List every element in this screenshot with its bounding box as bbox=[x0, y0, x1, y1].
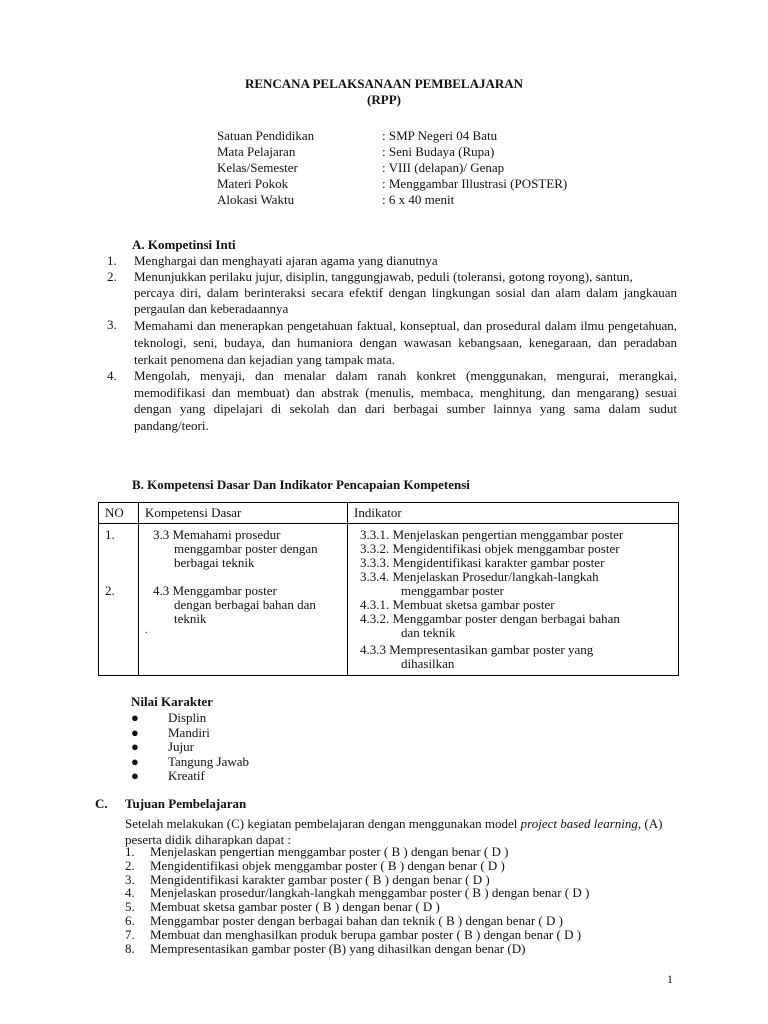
list-item bbox=[131, 754, 249, 769]
indikator-text: 3.3.1. Menjelaskan pengertian menggambar poster bbox=[360, 527, 624, 542]
row-number: 2. bbox=[105, 583, 115, 598]
kd-cell bbox=[139, 524, 348, 676]
indikator-text: 4.3.3 Mempresentasikan gambar poster yang bbox=[360, 642, 594, 657]
bullet-icon: ● bbox=[131, 710, 139, 725]
list-item bbox=[125, 942, 685, 956]
section-a-heading: A. Kompetinsi Inti bbox=[132, 237, 236, 252]
item-text: Mempresentasikan gambar poster (B) yang dihasilkan dengan benar (D) bbox=[150, 940, 526, 956]
nilai-item: Jujur bbox=[168, 739, 194, 754]
ki-number: 2. bbox=[107, 269, 117, 284]
ki-text: Menunjukkan perilaku jujur, disiplin, tanggungjawab, peduli (toleransi, gotong royong), santun, bbox=[134, 269, 633, 284]
table-row bbox=[99, 524, 679, 676]
list-item bbox=[131, 739, 249, 754]
item-text: Menggambar poster dengan berbagai bahan dan teknik ( B ) dengan benar ( D ) bbox=[150, 912, 563, 928]
item-number: 1. bbox=[125, 844, 135, 859]
item-number: 8. bbox=[125, 940, 135, 956]
kd-text: menggambar poster dengan bbox=[174, 541, 318, 556]
bullet-icon: ● bbox=[131, 739, 139, 754]
ki-number: 4. bbox=[107, 368, 117, 383]
kompetensi-inti-list bbox=[107, 253, 677, 434]
identity-row bbox=[217, 128, 567, 144]
ki-number: 1. bbox=[107, 253, 117, 268]
item-number: 7. bbox=[125, 926, 135, 942]
nilai-item: Displin bbox=[168, 710, 207, 725]
list-item bbox=[131, 710, 249, 725]
section-b-heading: B. Kompetensi Dasar Dan Indikator Pencapaian Kompetensi bbox=[132, 477, 470, 492]
indikator-text: 4.3.2. Menggambar poster dengan berbagai bahan bbox=[360, 611, 620, 626]
section-c-letter: C. bbox=[95, 796, 108, 811]
section-c-heading: Tujuan Pembelajaran bbox=[125, 796, 247, 811]
column-header-indikator: Indikator bbox=[348, 503, 679, 524]
ki-text-continued: percaya diri, dalam berinteraksi secara efektif dengan lingkungan sosial dan alam dalam jangkauan pergaulan dan keberadaannya bbox=[134, 285, 677, 316]
item-number: 3. bbox=[125, 871, 135, 887]
nilai-karakter bbox=[131, 694, 249, 783]
item-text: Menjelaskan prosedur/langkah-langkah menggambar poster ( B ) dengan benar ( D ) bbox=[150, 885, 590, 901]
kd-text: dengan berbagai bahan dan bbox=[174, 597, 316, 612]
list-item bbox=[125, 859, 685, 873]
item-text: Membuat dan menghasilkan produk berupa gambar poster ( B ) dengan benar ( D ) bbox=[150, 926, 582, 942]
identity-value: : SMP Negeri 04 Batu bbox=[382, 128, 498, 143]
list-item bbox=[125, 928, 685, 942]
identity-value: : VIII (delapan)/ Genap bbox=[382, 160, 505, 175]
identity-key: Alokasi Waktu bbox=[217, 192, 295, 207]
ki-number: 3. bbox=[107, 317, 117, 332]
column-header-kd: Kompetensi Dasar bbox=[139, 503, 348, 524]
ki-item bbox=[107, 368, 677, 434]
bullet-icon: ● bbox=[131, 768, 139, 783]
identity-value: : Menggambar Illustrasi (POSTER) bbox=[382, 176, 568, 191]
item-text: Membuat sketsa gambar poster ( B ) dengan benar ( D ) bbox=[150, 899, 440, 915]
identity-row bbox=[217, 192, 567, 208]
indikator-cell bbox=[348, 524, 679, 676]
bullet-icon: ● bbox=[131, 753, 139, 769]
ki-item bbox=[107, 317, 677, 368]
bullet-icon: ● bbox=[131, 724, 139, 740]
ki-item bbox=[107, 269, 677, 285]
list-item bbox=[131, 768, 249, 783]
kd-text: 4.3 Menggambar poster bbox=[153, 583, 277, 598]
item-text: Menjelaskan pengertian menggambar poster ( B ) dengan benar ( D ) bbox=[150, 844, 509, 859]
indikator-text: dihasilkan bbox=[401, 656, 455, 671]
indikator-text: 3.3.4. Menjelaskan Prosedur/langkah-langkah bbox=[360, 569, 599, 584]
identity-key: Mata Pelajaran bbox=[217, 144, 296, 159]
identity-row bbox=[217, 160, 567, 176]
nilai-label: Nilai Karakter bbox=[131, 694, 213, 709]
identity-row bbox=[217, 176, 567, 192]
indikator-text: 3.3.3. Mengidentifikasi karakter gambar poster bbox=[360, 555, 605, 570]
item-number: 2. bbox=[125, 857, 135, 873]
identity-key: Kelas/Semester bbox=[217, 160, 298, 175]
list-item bbox=[125, 873, 685, 887]
intro-emphasis: project based learning, bbox=[520, 816, 642, 831]
indikator-text: 4.3.1. Membuat sketsa gambar poster bbox=[360, 597, 555, 612]
tujuan-list bbox=[125, 845, 685, 955]
list-item bbox=[125, 900, 685, 914]
indikator-text: menggambar poster bbox=[401, 583, 504, 598]
item-text: Mengidentifikasi karakter gambar poster ( B ) dengan benar ( D ) bbox=[150, 871, 490, 887]
document-subtitle: (RPP) bbox=[367, 92, 401, 107]
identity-block bbox=[217, 128, 567, 208]
item-number: 6. bbox=[125, 912, 135, 928]
kd-text: berbagai teknik bbox=[174, 555, 255, 570]
item-text: Mengidentifikasi objek menggambar poster ( B ) dengan benar ( D ) bbox=[150, 857, 505, 873]
nilai-item: Tangung Jawab bbox=[168, 753, 250, 769]
intro-text: (A) peserta didik diharapkan dapat : bbox=[125, 816, 663, 847]
indikator-text: dan teknik bbox=[401, 625, 456, 640]
no-cell bbox=[99, 524, 139, 676]
kd-text: 3.3 Memahami prosedur bbox=[153, 527, 281, 542]
intro-text: Setelah melakukan (C) kegiatan pembelajaran dengan menggunakan model bbox=[125, 816, 521, 831]
list-item bbox=[125, 914, 685, 928]
table-header-row bbox=[99, 503, 679, 524]
column-header-no: NO bbox=[99, 503, 139, 524]
row-number: 1. bbox=[105, 527, 115, 542]
ki-text: Mengolah, menyaji, dan menalar dalam ranah konkret (menggunakan, mengurai, merangkai, memodifikasi dan membuat) dan abstrak (menulis, membaca, menghitung, dan mengarang) sesuai dengan yang dipelajari di sekolah dan dari berbagai sumber lainnya yang sama dalam sudut pandang/teori. bbox=[134, 368, 677, 433]
identity-value: : Seni Budaya (Rupa) bbox=[382, 144, 495, 159]
item-number: 4. bbox=[125, 885, 135, 901]
page-number: 1 bbox=[667, 972, 673, 986]
identity-key: Satuan Pendidikan bbox=[217, 128, 315, 143]
ki-item bbox=[107, 253, 677, 269]
list-item bbox=[125, 845, 685, 859]
list-item bbox=[125, 886, 685, 900]
list-item bbox=[131, 725, 249, 740]
identity-value: : 6 x 40 menit bbox=[382, 192, 455, 207]
nilai-item: Mandiri bbox=[168, 724, 210, 740]
ki-text: Menghargai dan menghayati ajaran agama yang dianutnya bbox=[134, 253, 438, 268]
nilai-item: Kreatif bbox=[168, 768, 205, 783]
item-number: 5. bbox=[125, 899, 135, 915]
document-title: RENCANA PELAKSANAAN PEMBELAJARAN bbox=[244, 76, 524, 91]
identity-row bbox=[217, 144, 567, 160]
indikator-text: 3.3.2. Mengidentifikasi objek menggambar poster bbox=[360, 541, 620, 556]
kd-text: . bbox=[145, 625, 148, 636]
kd-text: teknik bbox=[174, 611, 207, 626]
ki-text: Memahami dan menerapkan pengetahuan faktual, konseptual, dan prosedural dalam ilmu pengetahuan, teknologi, seni, budaya, dan humaniora dengan wawasan kebangsaan, kenegaraan, dan peradaban terkait penomena dan kejadian yang tampak mata. bbox=[134, 318, 677, 367]
identity-key: Materi Pokok bbox=[217, 176, 289, 191]
kompetensi-table bbox=[98, 502, 679, 676]
